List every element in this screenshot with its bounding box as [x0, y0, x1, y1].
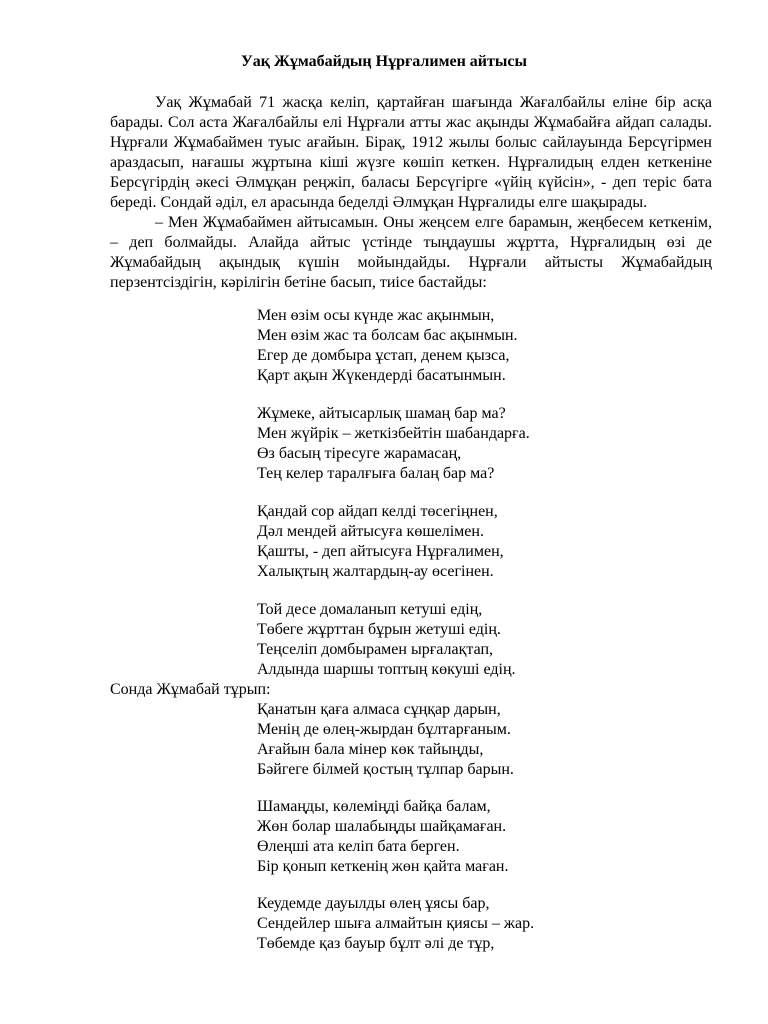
intro-paragraph: – Мен Жұмабаймен айтысамын. Оны жеңсем елге барамын, жеңбесем кеткенім, – деп болмайды. Алайда айтыс үстінде тыңдаушы жұртта, Нұрғалидың өзі де Жұмабайдың ақындық күшін мойындайды. Нұрғали айтысты Жұмабайдың перзентсіздігін, кәрілігін бетіне басып, тиісе бастайды: [110, 214, 712, 291]
stanza [257, 797, 508, 877]
verse-line: Ағайын бала мінер көк тайыңды, [257, 741, 484, 758]
verse-line: Тең келер таралғыға балаң бар ма? [257, 465, 495, 482]
stanza [257, 404, 530, 484]
verse-line: Өлеңші ата келіп бата берген. [257, 838, 460, 855]
verse-line: Теңселіп домбырамен ырғалақтап, [257, 641, 494, 658]
verse-line: Төбемде қаз бауыр бұлт әлі де тұр, [257, 935, 495, 952]
verse-line: Жөн болар шалабыңды шайқамаған. [257, 818, 507, 835]
document-title: Уақ Жұмабайдың Нұрғалимен айтысы [241, 53, 527, 70]
verse-line: Халықтың жалтардың-ау өсегінен. [257, 563, 494, 580]
stanza [257, 502, 504, 582]
verse-line: Шамаңды, көлеміңді байқа балам, [257, 798, 491, 815]
verse-line: Той десе домаланып кетуші едің, [257, 601, 483, 618]
verse-line: Менің де өлең-жырдан бұлтарғаным. [257, 721, 511, 738]
stanza [257, 700, 514, 780]
verse-line: Қарт ақын Жүкендерді басатынмын. [257, 367, 506, 384]
verse-line: Алдында шаршы топтың көкуші едің. [257, 661, 516, 678]
intro-text [110, 93, 712, 293]
verse-line: Бәйгеге білмей қостың тұлпар барын. [257, 761, 514, 778]
verse-line: Мен жүйрік – жеткізбейтін шабандарға. [257, 425, 530, 442]
verse-line: Жұмеке, айтысарлық шамаң бар ма? [257, 405, 506, 422]
verse-line: Бір қонып кеткенің жөн қайта маған. [257, 858, 509, 875]
verse-line: Мен өзім осы күнде жас ақынмын, [257, 307, 495, 324]
verse-line: Өз басың тіресуге жарамасаң, [257, 445, 462, 462]
verse-line: Қандай сор айдап келді төсегіңнен, [257, 503, 498, 520]
verse-line: Төбеге жұрттан бұрын жетуші едің. [257, 621, 501, 638]
stanza [257, 306, 518, 386]
verse-line: Қанатын қаға алмаса сұңқар дарын, [257, 701, 501, 718]
verse-line: Қашты, - деп айтысуға Нұрғалимен, [257, 543, 504, 560]
stanza [257, 894, 534, 954]
verse-line: Мен өзім жас та болсам бас ақынмын. [257, 327, 518, 344]
verse-line: Егер де домбыра ұстап, денем қызса, [257, 347, 510, 364]
stanza [257, 600, 516, 680]
verse-line: Дәл мендей айтысуға көшелімен. [257, 523, 484, 540]
verse-line: Кеудемде дауылды өлең ұясы бар, [257, 895, 490, 912]
verse-line: Сендейлер шыға алмайтын қиясы – жар. [257, 915, 535, 932]
intro-paragraph: Уақ Жұмабай 71 жасқа келіп, қартайған шағында Жағалбайлы еліне бір асқа барады. Сол аста Жағалбайлы елі Нұрғали атты жас ақынды Жұмабайға айдап салады. Нұрғали Жұмабаймен туыс ағайын. Бірақ, 1912 жылы болыс сайлауында Берсүгірмен араздасып, нағашы жұртына кіші жүзге көшіп кеткен. Нұрғалидың елден кеткеніне Берсүгірдің әкесі Әлмұқан реңжіп, баласы Берсүгірге «үйің күйсін», - деп теріс бата береді. Сондай әділ, ел арасында беделді Әлмұқан Нұрғалиды елге шақырады. [110, 94, 712, 211]
narration-line: Сонда Жұмабай тұрып: [110, 681, 271, 698]
